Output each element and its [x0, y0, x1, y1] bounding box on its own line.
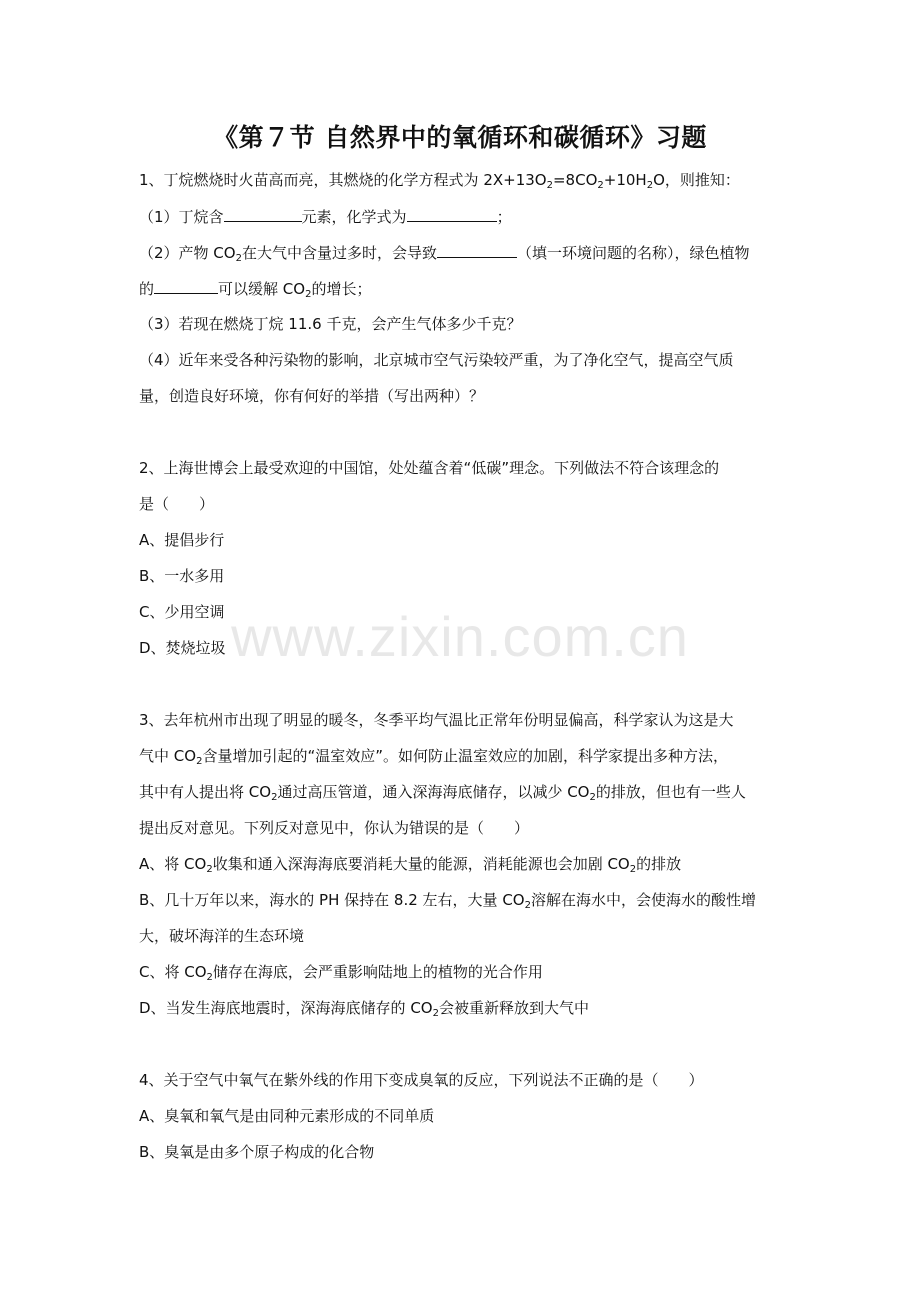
subscript: 2: [196, 756, 203, 767]
q2-stem-cont: 是（ ）: [139, 495, 215, 513]
subscript: 2: [546, 180, 553, 191]
q3-option-d: [139, 998, 789, 1018]
q1-stem-text: =8CO: [552, 171, 598, 189]
q3-option-text: 会被重新释放到大气中: [438, 999, 589, 1017]
q2-option-b: B、一水多用: [139, 567, 225, 585]
page-title: 《第７节 自然界中的氧循环和碳循环》习题: [213, 123, 707, 152]
subscript: 2: [646, 180, 654, 191]
answer-blank[interactable]: [437, 242, 517, 258]
answer-blank[interactable]: [154, 278, 218, 294]
subscript: 2: [206, 972, 213, 983]
q4-option-b: B、臭氧是由多个原子构成的化合物: [139, 1143, 375, 1161]
q3-option-text: A、将 CO: [139, 855, 207, 873]
subscript: 2: [206, 864, 213, 875]
q1-part3: （3）若现在燃烧丁烷 11.6 千克，会产生气体多少千克？: [139, 315, 522, 333]
q1-part1-text: （1）丁烷含: [139, 208, 224, 226]
q1-stem-text: +10H: [603, 171, 647, 189]
q1-stem-text: O，则推知：: [653, 171, 740, 189]
q3-stem-line2: [139, 746, 789, 766]
q3-option-c: [139, 962, 789, 982]
q3-option-b: [139, 890, 789, 910]
q3-option-text: 储存在海底，会严重影响陆地上的植物的光合作用: [212, 963, 543, 981]
q1-part2: [139, 242, 789, 263]
q1-part2-text: 在大气中含量过多时，会导致: [241, 244, 437, 262]
subscript: 2: [235, 253, 242, 264]
subscript: 2: [432, 1008, 439, 1019]
q3-stem: 3、去年杭州市出现了明显的暖冬，冬季平均气温比正常年份明显偏高，科学家认为这是大: [139, 711, 734, 729]
q3-stem-text: 通过高压管道，通入深海海底储存，以减少 CO: [277, 783, 590, 801]
q1-part4-cont: 量，创造良好环境，你有何好的举措（写出两种）？: [139, 387, 485, 405]
q4-stem: 4、关于空气中氧气在紫外线的作用下变成臭氧的反应，下列说法不正确的是（ ）: [139, 1071, 704, 1089]
q1-stem-text: 1、丁烷燃烧时火苗高而亮，其燃烧的化学方程式为 2X+13O: [139, 171, 547, 189]
subscript: 2: [629, 864, 637, 875]
q1-part2-text: （填一环境问题的名称），绿色植物: [516, 244, 750, 262]
q2-option-d: D、焚烧垃圾: [139, 639, 226, 657]
q3-option-text: 溶解在海水中，会使海水的酸性增: [530, 891, 756, 909]
q3-stem-text: 其中有人提出将 CO: [139, 783, 272, 801]
q3-option-b-cont: 大，破坏海洋的生态环境: [139, 927, 305, 945]
answer-blank[interactable]: [224, 206, 302, 222]
q2-option-c: C、少用空调: [139, 603, 225, 621]
q1-stem: [139, 170, 789, 190]
q4-option-a: A、臭氧和氧气是由同种元素形成的不同单质: [139, 1107, 435, 1125]
q1-part2-cont: [139, 278, 789, 299]
q2-stem: 2、上海世博会上最受欢迎的中国馆，处处蕴含着“低碳”理念。下列做法不符合该理念的: [139, 459, 720, 477]
q1-part1: [139, 206, 789, 227]
q1-part2-text: 的增长；: [311, 280, 372, 298]
answer-blank[interactable]: [407, 206, 497, 222]
q1-part1-text: 元素，化学式为: [301, 208, 407, 226]
subscript: 2: [305, 289, 312, 300]
subscript: 2: [589, 792, 596, 803]
q3-stem-line3: [139, 782, 789, 802]
q3-option-text: 收集和通入深海海底要消耗大量的能源，消耗能源也会加剧 CO: [212, 855, 630, 873]
q2-option-a: A、提倡步行: [139, 531, 225, 549]
q1-part1-text: ；: [496, 208, 512, 226]
q1-part4: （4）近年来受各种污染物的影响，北京城市空气污染较严重，为了净化空气，提高空气质: [139, 351, 734, 369]
q3-option-text: B、几十万年以来，海水的 PH 保持在 8.2 左右，大量 CO: [139, 891, 525, 909]
q3-stem-text: 含量增加引起的“温室效应”。如何防止温室效应的加剧，科学家提出多种方法，: [202, 747, 728, 765]
q1-part2-text: 可以缓解 CO: [218, 280, 306, 298]
q3-option-text: C、将 CO: [139, 963, 207, 981]
subscript: 2: [524, 900, 531, 911]
q3-option-text: 的排放: [636, 855, 682, 873]
q3-option-a: [139, 854, 789, 874]
subscript: 2: [597, 180, 604, 191]
subscript: 2: [271, 792, 278, 803]
q3-stem-line4: 提出反对意见。下列反对意见中，你认为错误的是（ ）: [139, 819, 530, 837]
q1-part2-text: 的: [139, 280, 155, 298]
q3-stem-text: 的排放，但也有一些人: [595, 783, 746, 801]
q1-part2-text: （2）产物 CO: [139, 244, 236, 262]
q3-stem-text: 气中 CO: [139, 747, 197, 765]
watermark-text: www.zixin.com.cn: [231, 605, 689, 668]
q3-option-text: D、当发生海底地震时，深海海底储存的 CO: [139, 999, 433, 1017]
